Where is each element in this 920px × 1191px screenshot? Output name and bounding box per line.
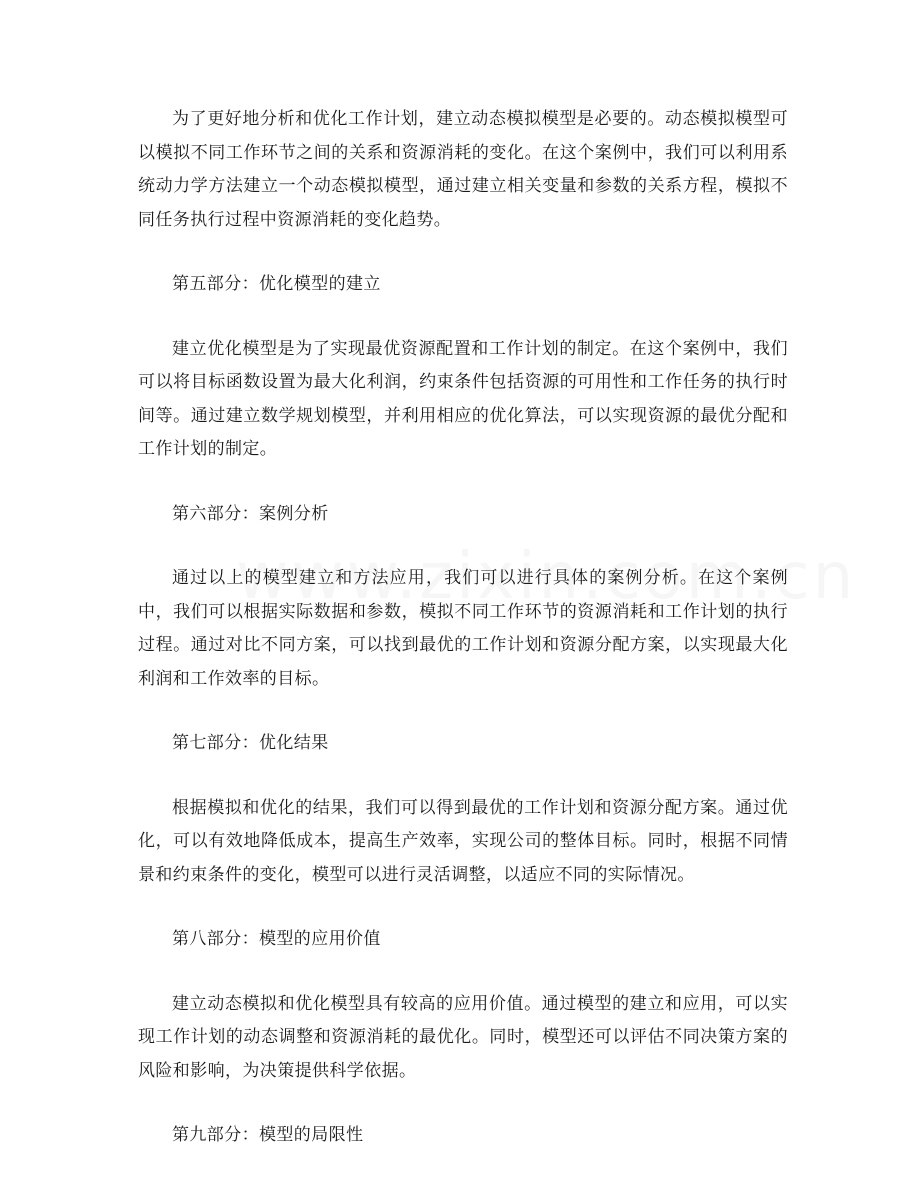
document-body [138,103,788,1153]
paragraph-application-value: 建立动态模拟和优化模型具有较高的应用价值。通过模型的建立和应用，可以实现工作计划的动态调整和资源消耗的最优化。同时，模型还可以评估不同决策方案的风险和影响，为决策提供科学依据。 [138,993,788,1081]
heading-part-5: 第五部分：优化模型的建立 [172,274,381,294]
heading-part-6: 第六部分：案例分析 [172,503,329,524]
heading-part-8: 第八部分：模型的应用价值 [172,929,381,949]
paragraph-optimization-model: 建立优化模型是为了实现最优资源配置和工作计划的制定。在这个案例中，我们可以将目标函数设置为最大化利润，约束条件包括资源的可用性和工作任务的执行时间等。通过建立数学规划模型，并利用相应的优化算法，可以实现资源的最优分配和工作计划的制定。 [138,338,788,459]
paragraph-dynamic-simulation: 为了更好地分析和优化工作计划，建立动态模拟模型是必要的。动态模拟模型可以模拟不同工作环节之间的关系和资源消耗的变化。在这个案例中，我们可以利用系统动力学方法建立一个动态模拟模型，通过建立相关变量和参数的关系方程，模拟不同任务执行过程中资源消耗的变化趋势。 [138,109,788,230]
heading-part-7: 第七部分：优化结果 [172,733,329,753]
paragraph-optimization-results: 根据模拟和优化的结果，我们可以得到最优的工作计划和资源分配方案。通过优化，可以有效地降低成本，提高生产效率，实现公司的整体目标。同时，根据不同情景和约束条件的变化，模型可以进行灵活调整，以适应不同的实际情况。 [138,797,788,885]
heading-part-9: 第九部分：模型的局限性 [172,1125,364,1145]
paragraph-case-analysis: 通过以上的模型建立和方法应用，我们可以进行具体的案例分析。在这个案例中，我们可以根据实际数据和参数，模拟不同工作环节的资源消耗和工作计划的执行过程。通过对比不同方案，可以找到最优的工作计划和资源分配方案，以实现最大化利润和工作效率的目标。 [138,568,788,689]
